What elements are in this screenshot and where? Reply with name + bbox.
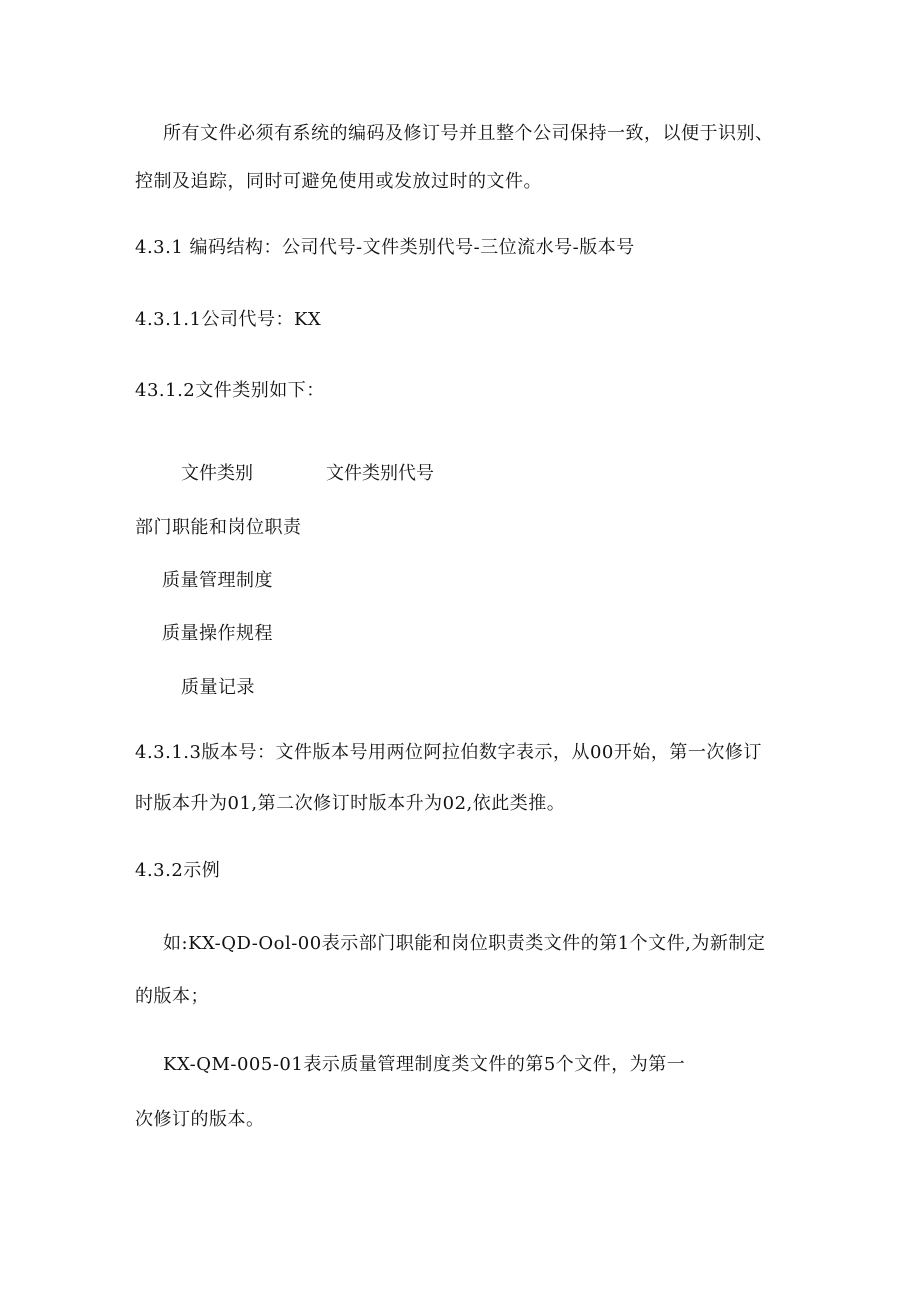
- table-header-code: 文件类别代号: [326, 463, 434, 484]
- section-4-3-1-heading: 4.3.1 编码结构：公司代号-文件类别代号-三位流水号-版本号: [135, 237, 635, 258]
- section-4-3-1-1-heading: 4.3.1.1公司代号：KX: [135, 309, 322, 330]
- table-row-category: 质量管理制度: [162, 570, 273, 591]
- example-2-line-1: KX-QM-005-01表示质量管理制度类文件的第5个文件，为第一: [163, 1054, 686, 1075]
- section-4-3-1-3-line-1: 4.3.1.3版本号：文件版本号用两位阿拉伯数字表示，从00开始，第一次修订: [135, 742, 762, 763]
- example-1-line-2: 的版本；: [135, 986, 209, 1007]
- section-4-3-2-heading: 4.3.2示例: [135, 860, 221, 881]
- intro-line-1: 所有文件必须有系统的编码及修订号并且整个公司保持一致，以便于识别、: [163, 123, 774, 144]
- section-4-3-1-2-heading: 43.1.2文件类别如下：: [135, 380, 325, 401]
- example-2-line-2: 次修订的版本。: [135, 1109, 265, 1130]
- table-header-category: 文件类别: [181, 463, 253, 484]
- example-1-line-1: 如:KX-QD-Ool-00表示部门职能和岗位职责类文件的第1个文件,为新制定: [163, 933, 766, 954]
- table-row-category: 部门职能和岗位职责: [135, 517, 302, 538]
- intro-line-2: 控制及追踪，同时可避免使用或发放过时的文件。: [135, 171, 542, 192]
- section-4-3-1-3-line-2: 时版本升为01,第二次修订时版本升为02,依此类推。: [135, 793, 566, 814]
- table-row-category: 质量记录: [181, 677, 255, 698]
- table-row-category: 质量操作规程: [162, 623, 273, 644]
